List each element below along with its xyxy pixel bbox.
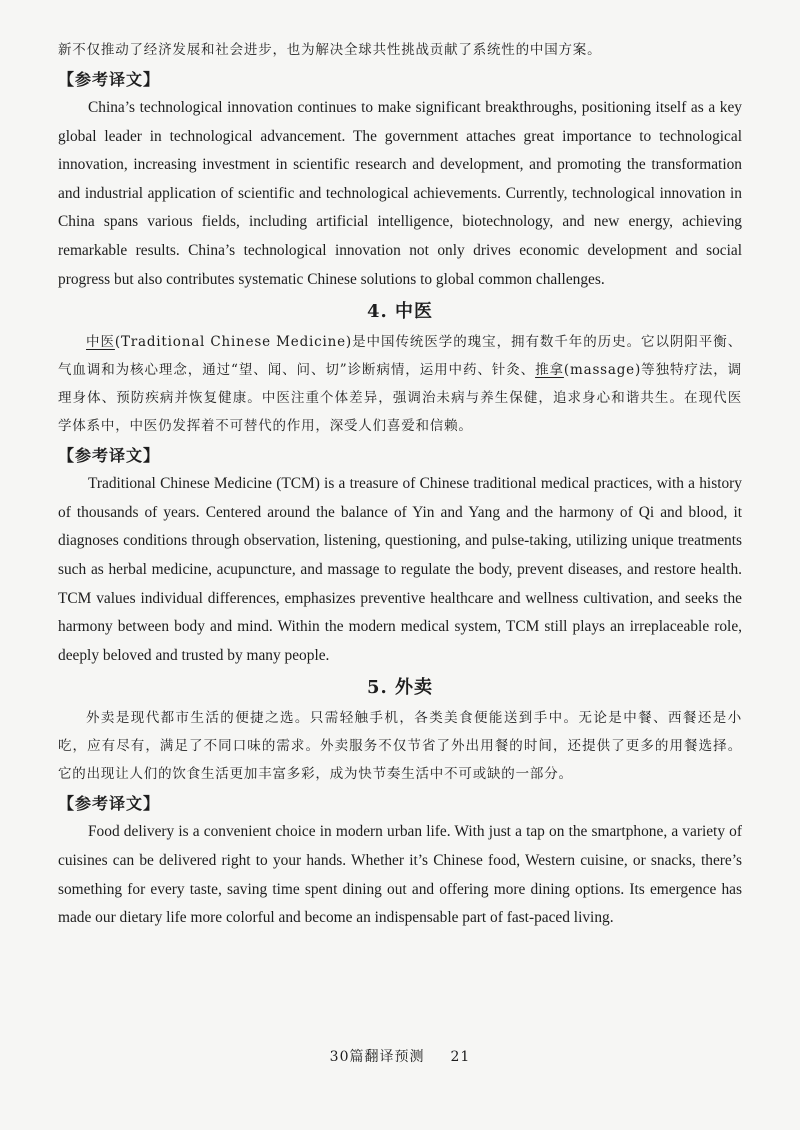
- page-number: 21: [450, 1049, 471, 1065]
- section-5-translation: Food delivery is a convenient choice in modern urban life. With just a tap on the smartphone, a variety of cuisines can be delivered right to your hands. Whether it’s Chinese food, Western cuisine, or snacks, there’s something for every taste, saving time spent dining out and offering more dining options. Its emergence has made our dietary life more colorful and become an indispensable part of fast-paced living.: [58, 823, 742, 927]
- reference-translation-heading-4: 【参考译文】: [58, 446, 161, 466]
- reference-translation-heading-3: 【参考译文】: [58, 70, 161, 89]
- section-4-chinese-part-1: (Traditional Chinese Medicine)是中国传统医学的瑰宝，拥有数千年的历史。它以阴阳平衡、气血调和为核心理念，通过“望、闻、问、切”诊断病情，运用中药、针灸、: [58, 334, 742, 379]
- section-4-translation: Traditional Chinese Medicine (TCM) is a treasure of Chinese traditional medical practices, with a history of thousands of years. Centered around the balance of Yin and Yang and the harmony of Qi and blood, it diagnoses conditions through observation, listening, questioning, and pulse-taking, utilizing unique treatments such as herbal medicine, acupuncture, and massage to regulate the body, prevent diseases, and restore health. TCM values individual differences, emphasizes preventive healthcare and wellness cultivation, and seeks the harmony between body and mind. Within the modern medical system, TCM still plays an irreplaceable role, deeply beloved and trusted by many people.: [58, 475, 742, 664]
- section-4-chinese-text: [58, 328, 742, 440]
- section-3-translation: China’s technological innovation continues to make significant breakthroughs, positioning itself as a key global leader in technological advancement. The government attaches great importance to technological innovation, increasing investment in scientific research and development, and promoting the transformation and industrial application of scientific and technological achievements. Currently, technological innovation in China spans various fields, including artificial intelligence, biotechnology, and new energy, achieving remarkable results. China’s technological innovation not only drives economic development and social progress but also contributes systematic Chinese solutions to global common challenges.: [58, 99, 742, 288]
- page-footer: [0, 1046, 800, 1066]
- term-tcm: 中医: [86, 334, 115, 351]
- page-content: [58, 36, 742, 933]
- continued-chinese-line: 新不仅推动了经济发展和社会进步，也为解决全球共性挑战贡献了系统性的中国方案。: [58, 42, 602, 58]
- section-4-title: 4. 中医: [366, 301, 434, 323]
- section-5-chinese-text: 外卖是现代都市生活的便捷之选。只需轻触手机，各类美食便能送到手中。无论是中餐、西餐还是小吃，应有尽有，满足了不同口味的需求。外卖服务不仅节省了外出用餐的时间，还提供了更多的用餐选择。它的出现让人们的饮食生活更加丰富多彩，成为快节奏生活中不可或缺的一部分。: [58, 710, 742, 783]
- book-title: 30篇翻译预测: [329, 1049, 425, 1065]
- term-massage: 推拿: [535, 362, 564, 379]
- reference-translation-heading-5: 【参考译文】: [58, 794, 161, 814]
- section-5-title: 5. 外卖: [366, 677, 434, 699]
- section-4-chinese-part-2: (massage)等独特疗法，调理身体、预防疾病并恢复健康。中医注重个体差异，强调治未病与养生保健，追求身心和谐共生。在现代医学体系中，中医仍发挥着不可替代的作用，深受人们喜爱和信赖。: [58, 362, 742, 435]
